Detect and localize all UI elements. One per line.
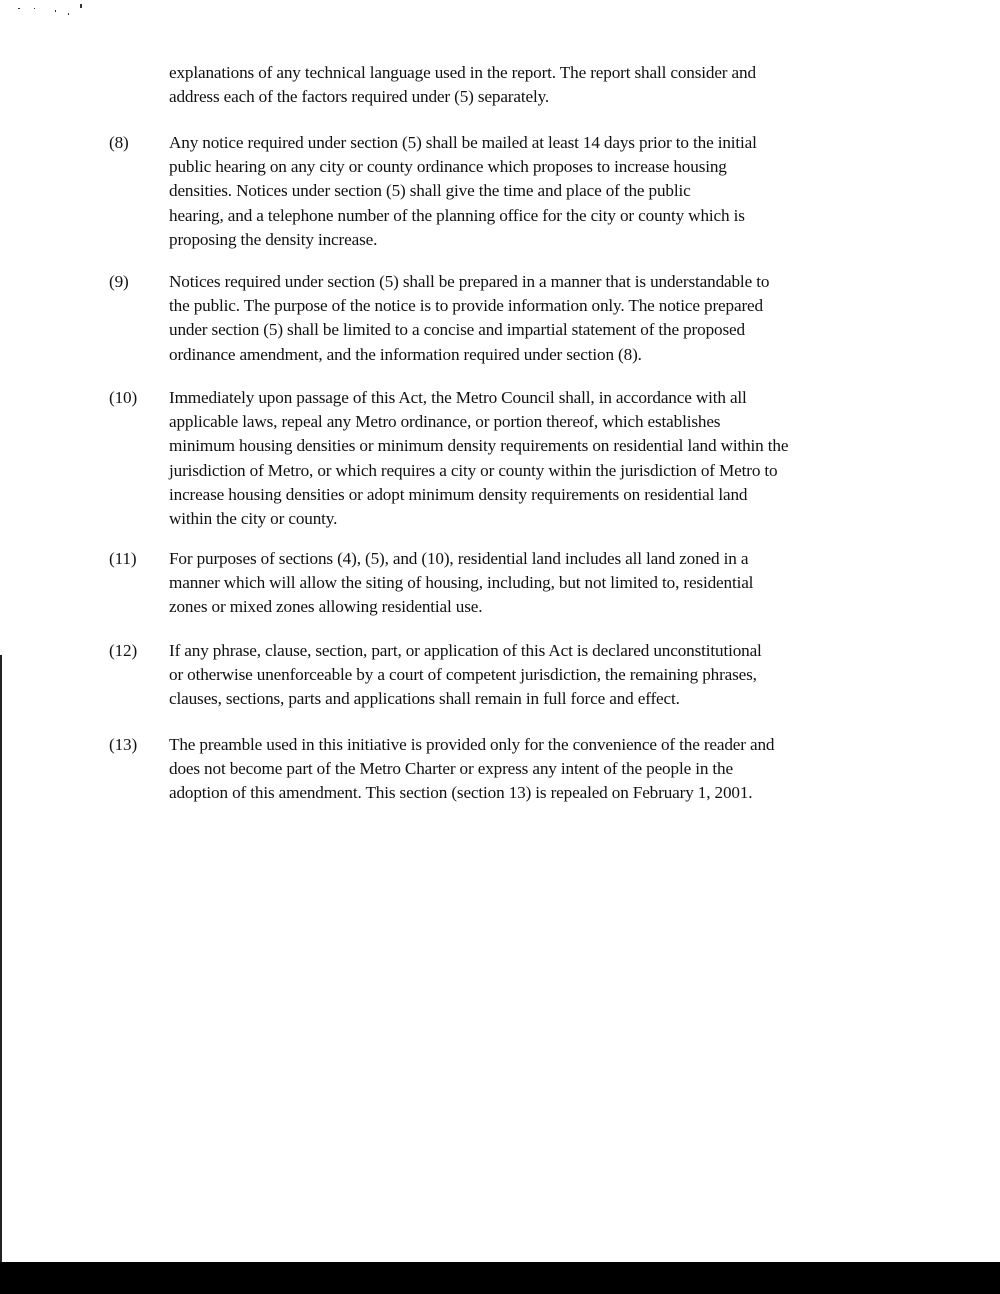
section-11 bbox=[109, 547, 899, 620]
section-number: (12) bbox=[109, 641, 138, 660]
section-text: Immediately upon passage of this Act, the Metro Council shall, in accordance with all applicable laws, repeal any Metro ordinance, or portion thereof, which establishes minimum housing densities or minimum density requirements on residential land within the jurisdiction of Metro, or which requires a city or county within the jurisdiction of Metro to increase housing densities or adopt minimum density requirements on residential land within the city or county. bbox=[169, 388, 789, 529]
continuation-paragraph bbox=[109, 61, 899, 109]
section-text: The preamble used in this initiative is provided only for the convenience of the reader and does not become part of the Metro Charter or express any intent of the people in the adoption of this amendment. This section (section 13) is repealed on February 1, 2001. bbox=[169, 735, 775, 803]
section-text: Notices required under section (5) shall be prepared in a manner that is understandable to the public. The purpose of the notice is to provide information only. The notice prepared under section (5) shall be limited to a concise and impartial statement of the proposed ordinance amendment, and the information required under section (8). bbox=[169, 272, 770, 364]
section-13 bbox=[109, 733, 899, 806]
scan-bottom-border bbox=[0, 1262, 1000, 1294]
section-number: (10) bbox=[109, 388, 138, 407]
scan-left-edge bbox=[0, 655, 2, 1262]
section-number: (13) bbox=[109, 735, 138, 754]
scan-artifacts bbox=[10, 4, 90, 16]
section-text: If any phrase, clause, section, part, or application of this Act is declared unconstitutional or otherwise unenforceable by a court of competent jurisdiction, the remaining phrases, clauses, sections, parts and applications shall remain in full force and effect. bbox=[169, 641, 762, 709]
section-number: (8) bbox=[109, 133, 129, 152]
section-text: Any notice required under section (5) shall be mailed at least 14 days prior to the initial public hearing on any city or county ordinance which proposes to increase housing densities. Notices under section (5) shall give the time and place of the public hearing, and a telephone number of the planning office for the city or county which is proposing the density increase. bbox=[169, 133, 757, 249]
section-12 bbox=[109, 639, 899, 712]
paragraph-text: explanations of any technical language used in the report. The report shall consider and address each of the factors required under (5) separately. bbox=[169, 63, 756, 107]
section-number: (9) bbox=[109, 272, 129, 291]
section-9 bbox=[109, 270, 899, 367]
section-8 bbox=[109, 131, 899, 252]
section-10 bbox=[109, 386, 899, 531]
section-number: (11) bbox=[109, 549, 137, 568]
section-text: For purposes of sections (4), (5), and (10), residential land includes all land zoned in a manner which will allow the siting of housing, including, but not limited to, residential zones or mixed zones allowing residential use. bbox=[169, 549, 754, 617]
